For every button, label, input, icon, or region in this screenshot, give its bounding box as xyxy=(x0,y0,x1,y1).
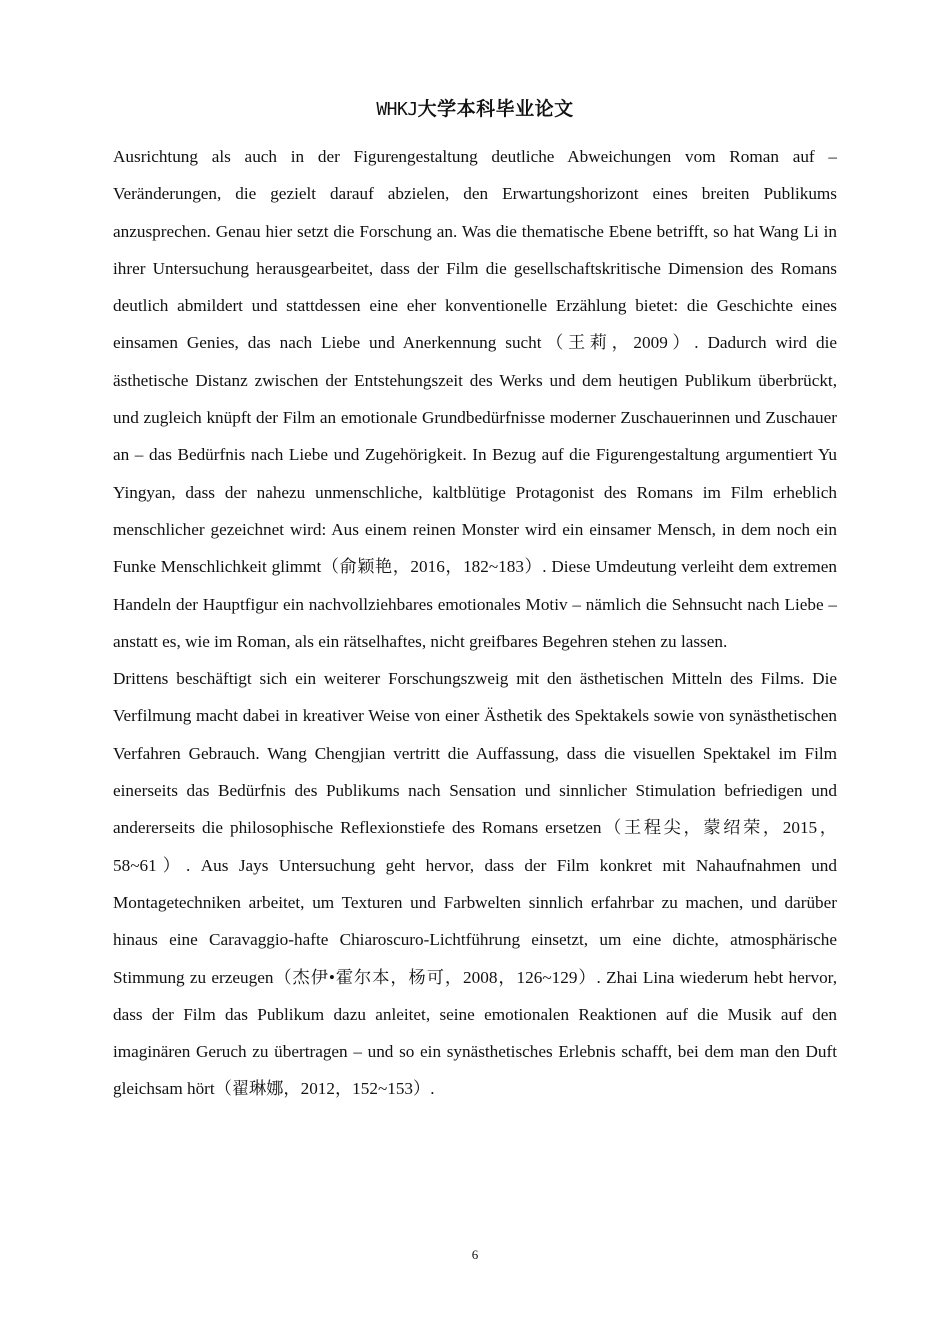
header-thesis-title: 大学本科毕业论文 xyxy=(417,98,574,120)
body-text xyxy=(113,138,837,1108)
header-university-code: WHKJ xyxy=(376,99,418,120)
page-header xyxy=(0,96,950,123)
paragraph-1: Ausrichtung als auch in der Figurengestaltung deutliche Abweichungen vom Roman auf – Veränderungen, die gezielt darauf abzielen, den Erwartungshorizont eines breiten Publikums anzusprechen. Genau hier setzt die Forschung an. Was die thematische Ebene betrifft, so hat Wang Li in ihrer Untersuchung herausgearbeitet, dass der Film die gesellschaftskritische Dimension des Romans deutlich abmildert und stattdessen eine eher konventionelle Erzählung bietet: die Geschichte eines einsamen Genies, das nach Liebe und Anerkennung sucht（王莉，2009）. Dadurch wird die ästhetische Distanz zwischen der Entstehungszeit des Werks und dem heutigen Publikum überbrückt, und zugleich knüpft der Film an emotionale Grundbedürfnisse moderner Zuschauerinnen und Zuschauer an – das Bedürfnis nach Liebe und Zugehörigkeit. In Bezug auf die Figurengestaltung argumentiert Yu Yingyan, dass der nahezu unmenschliche, kaltblütige Protagonist des Romans im Film erheblich menschlicher gezeichnet wird: Aus einem reinen Monster wird ein einsamer Mensch, in dem noch ein Funke Menschlichkeit glimmt（俞颖艳，2016，182~183）. Diese Umdeutung verleiht dem extremen Handeln der Hauptfigur ein nachvollziehbares emotionales Motiv – nämlich die Sehnsucht nach Liebe – anstatt es, wie im Roman, als ein rätselhaftes, nicht greifbares Begehren stehen zu lassen. xyxy=(113,147,837,651)
paragraph-2: Drittens beschäftigt sich ein weiterer Forschungszweig mit den ästhetischen Mitteln des Films. Die Verfilmung macht dabei in kreativer Weise von einer Ästhetik des Spektakels sowie von synästhetischen Verfahren Gebrauch. Wang Chengjian vertritt die Auffassung, dass die visuellen Spektakel im Film einerseits das Bedürfnis des Publikums nach Sensation und sinnlicher Stimulation befriedigen und andererseits die philosophische Reflexionstiefe des Romans ersetzen（王程尖，蒙绍荣，2015，58~61）. Aus Jays Untersuchung geht hervor, dass der Film konkret mit Nahaufnahmen und Montagetechniken arbeitet, um Texturen und Farbwelten sinnlich erfahrbar zu machen, und darüber hinaus eine Caravaggio-hafte Chiaroscuro-Lichtführung einsetzt, um eine dichte, atmosphärische Stimmung zu erzeugen（杰伊•霍尔本，杨可，2008，126~129）. Zhai Lina wiederum hebt hervor, dass der Film das Publikum dazu anleitet, seine emotionalen Reaktionen auf die Musik auf den imaginären Geruch zu übertragen – und so ein synästhetisches Erlebnis schafft, bei dem man den Duft gleichsam hört（翟琳娜，2012，152~153）. xyxy=(113,669,837,1099)
page-number: 6 xyxy=(471,1247,479,1262)
